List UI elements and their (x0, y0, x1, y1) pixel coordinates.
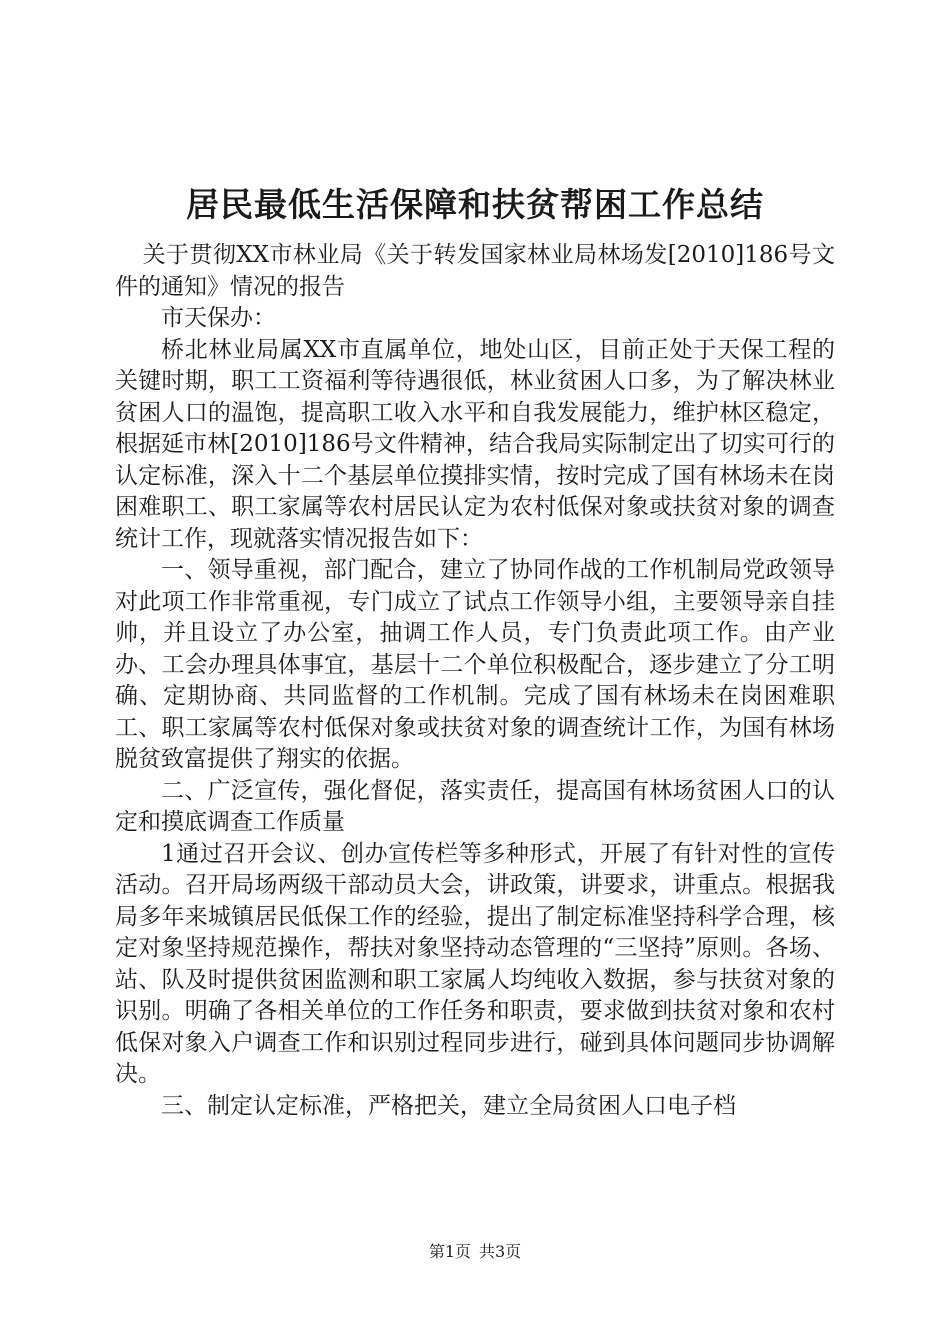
page-total: 共3页 (479, 1242, 522, 1261)
document-title: 居民最低生活保障和扶贫帮困工作总结 (186, 185, 764, 224)
page-number: 第1页 (428, 1242, 471, 1261)
section-one-paragraph: 一、领导重视，部门配合，建立了协同作战的工作机制局党政领导对此项工作非常重视，专门成立了试点工作领导小组，主要领导亲自挂帅，并且设立了办公室，抽调工作人员，专门负责此项工作。由产业办、工会办理具体事宜，基层十二个单位积极配合，逐步建立了分工明确、定期协商、共同监督的工作机制。完成了国有林场未在岗困难职工、职工家属等农村低保对象或扶贫对象的调查统计工作，为国有林场脱贫致富提供了翔实的依据。 (115, 557, 835, 772)
report-heading-paragraph: 关于贯彻XX市林业局《关于转发国家林业局林场发[2010]186号文件的通知》情况的报告 (115, 242, 835, 300)
document-body (115, 240, 835, 1122)
intro-paragraph: 桥北林业局属XX市直属单位，地处山区，目前正处于天保工程的关键时期，职工工资福利等待遇很低，林业贫困人口多，为了解决林业贫困人口的温饱，提高职工收入水平和自我发展能力，维护林区稳定，根据延市林[2010]186号文件精神，结合我局实际制定出了切实可行的认定标准，深入十二个基层单位摸排实情，按时完成了国有林场未在岗困难职工、职工家属等农村居民认定为农村低保对象或扶贫对象的调查统计工作，现就落实情况报告如下： (115, 336, 835, 552)
page-footer (0, 1242, 950, 1262)
salutation-paragraph: 市天保办： (161, 305, 276, 331)
section-two-paragraph: 1通过召开会议、创办宣传栏等多种形式，开展了有针对性的宣传活动。召开局场两级干部动员大会，讲政策，讲要求，讲重点。根据我局多年来城镇居民低保工作的经验，提出了制定标准坚持科学合理，核定对象坚持规范操作，帮扶对象坚持动态管理的“三坚持”原则。各场、站、队及时提供贫困监测和职工家属人均纯收入数据，参与扶贫对象的识别。明确了各相关单位的工作任务和职责，要求做到扶贫对象和农村低保对象入户调查工作和识别过程同步进行，碰到具体问题同步协调解决。 (115, 840, 835, 1087)
section-three-heading: 三、制定认定标准，严格把关，建立全局贫困人口电子档 (161, 1092, 736, 1119)
section-two-heading: 二、广泛宣传，强化督促，落实责任，提高国有林场贫困人口的认定和摸底调查工作质量 (115, 777, 835, 835)
